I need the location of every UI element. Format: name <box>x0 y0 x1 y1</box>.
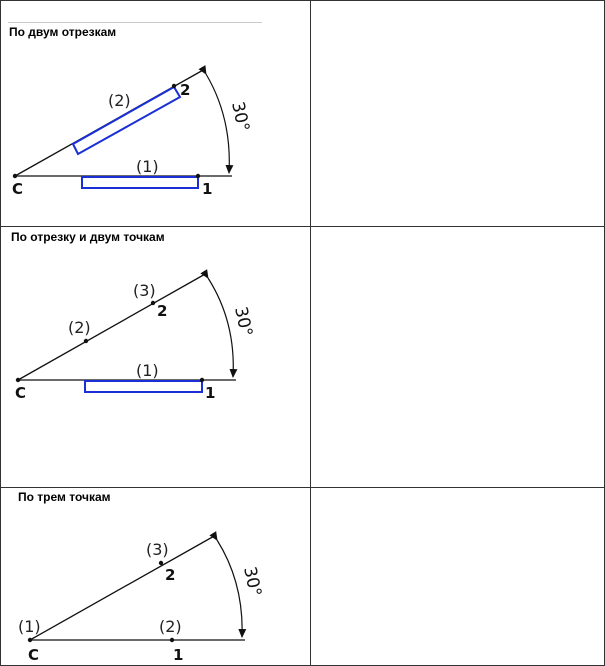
label-p1: 1 <box>173 646 184 664</box>
angle-arc <box>217 540 242 637</box>
label-angle: 30° <box>230 304 256 339</box>
label-angle: 30° <box>227 99 253 134</box>
point-2 <box>151 301 155 305</box>
label-angle: 30° <box>239 564 265 599</box>
row-title-three-points: По трем точкам <box>18 490 111 504</box>
segment-1 <box>82 177 198 188</box>
segment-1 <box>85 381 202 392</box>
center-point <box>28 638 32 642</box>
label-seg1: (1) <box>136 361 159 380</box>
diagram-segment-two-points <box>15 273 256 402</box>
label-pt2: (2) <box>68 318 91 337</box>
label-p2: 2 <box>157 302 168 320</box>
row-title-segment-two-points: По отрезку и двум точкам <box>11 230 165 244</box>
label-center: C <box>28 646 40 664</box>
label-p1: 1 <box>202 180 213 198</box>
point-2 <box>159 561 163 565</box>
label-pt2: (2) <box>159 617 182 636</box>
label-seg2: (2) <box>108 91 131 110</box>
point-2 <box>172 84 176 88</box>
inclined-line <box>18 273 207 380</box>
label-pt3: (3) <box>146 540 169 559</box>
diagram-two-segments <box>12 69 253 198</box>
center-point <box>13 174 17 178</box>
angle-arc <box>206 74 229 173</box>
label-p1: 1 <box>205 384 216 402</box>
label-center: C <box>15 384 27 402</box>
label-p2: 2 <box>180 81 191 99</box>
point-1 <box>200 378 204 382</box>
point-1 <box>196 174 200 178</box>
label-pt1: (1) <box>18 617 41 636</box>
label-p2: 2 <box>165 566 176 584</box>
diagram-three-points <box>18 535 265 664</box>
row-title-two-segments: По двум отрезкам <box>9 25 117 39</box>
angle-arc <box>208 278 233 377</box>
center-point <box>16 378 20 382</box>
point-1 <box>170 638 174 642</box>
inclined-line <box>30 535 216 640</box>
label-seg1: (1) <box>136 157 159 176</box>
label-pt3: (3) <box>133 281 156 300</box>
point-(2) <box>84 339 88 343</box>
label-center: C <box>12 180 24 198</box>
